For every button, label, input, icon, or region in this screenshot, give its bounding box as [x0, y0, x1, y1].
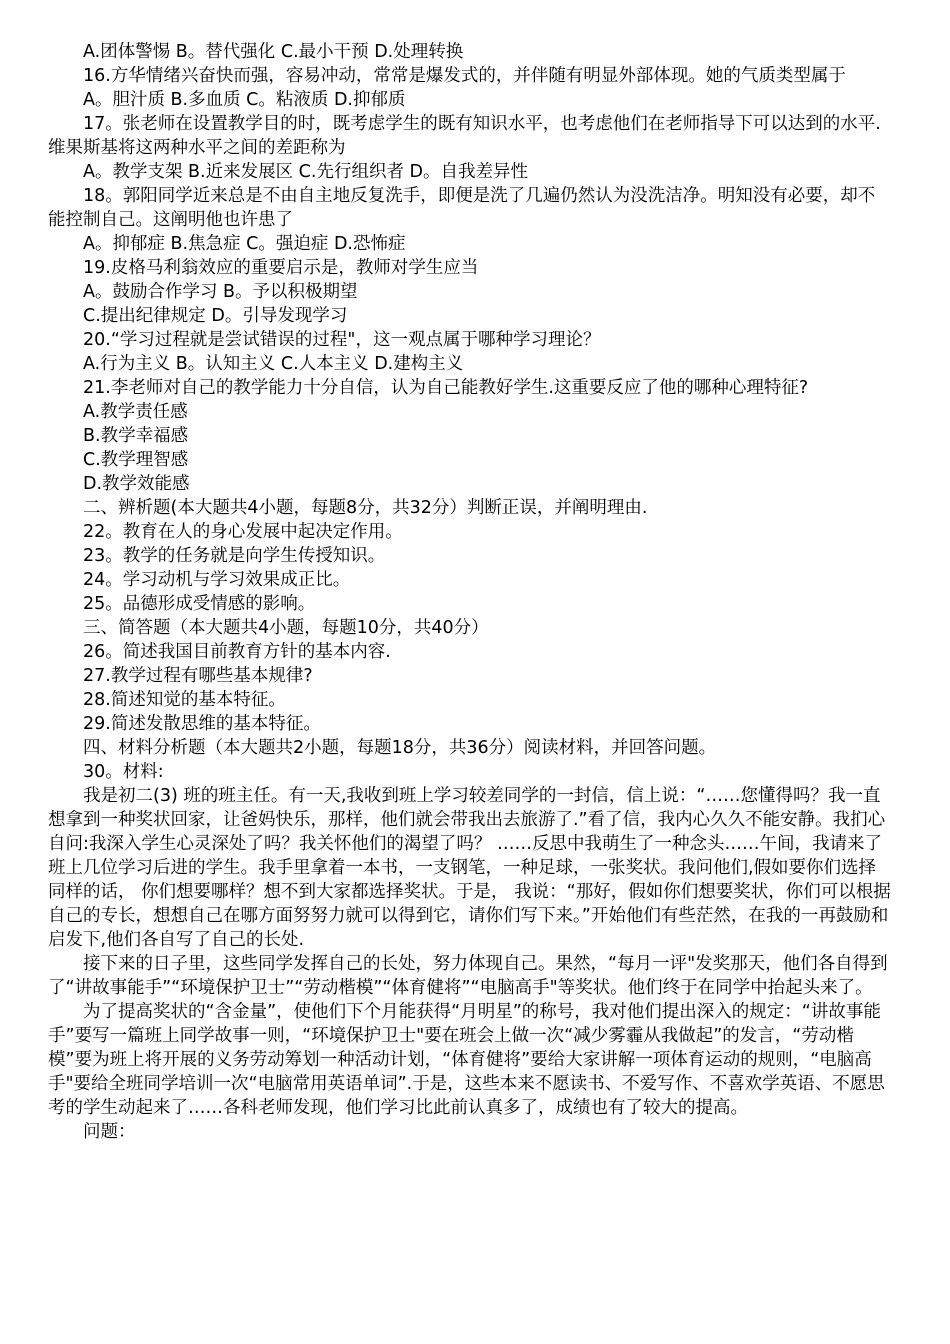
material-paragraph-2: 接下来的日子里，这些同学发挥自己的长处，努力体现自己。果然，“每月一评"发奖那天，他们各自得到了“讲故事能手”“环境保护卫士”“劳动楷模”“体育健将”“电脑高手"等奖状。他们终于在同学中抬起头来了。	[48, 954, 888, 998]
q15-options: A.团体警惕 B。替代强化 C.最小干预 D.处理转换	[83, 42, 464, 62]
q28: 28.简述知觉的基本特征。	[83, 690, 286, 710]
q19-options-cd: C.提出纪律规定 D。引导发现学习	[83, 306, 348, 326]
q29: 29.简述发散思维的基本特征。	[83, 714, 321, 734]
q21-option-b: B.教学幸福感	[83, 426, 189, 446]
q27: 27.教学过程有哪些基本规律?	[83, 666, 313, 686]
q30-label: 30。材料:	[83, 762, 164, 782]
section-4-heading: 四、材料分析题（本大题共2小题，每题18分，共36分）阅读材料，并回答问题。	[83, 738, 717, 758]
question-label: 问题：	[83, 1122, 136, 1142]
q24: 24。学习动机与学习效果成正比。	[83, 570, 351, 590]
q21-stem: 21.李老师对自己的教学能力十分自信，认为自己能教好学生.这重要反应了他的哪种心理特征?	[83, 378, 809, 398]
q25: 25。品德形成受情感的影响。	[83, 594, 316, 614]
q20-options: A.行为主义 B。认知主义 C.人本主义 D.建构主义	[83, 354, 464, 374]
q21-option-a: A.教学责任感	[83, 402, 188, 422]
q17-stem: 17。张老师在设置教学目的时，既考虑学生的既有知识水平，也考虑他们在老师指导下可以达到的水平.维果斯基将这两种水平之间的差距称为	[48, 114, 881, 158]
q20-stem: 20.“学习过程就是尝试错误的过程"，这一观点属于哪种学习理论？	[83, 330, 601, 350]
material-paragraph-1: 我是初二(3) 班的班主任。有一天,我收到班上学习较差同学的一封信，信上说：“……您懂得吗？我一直想拿到一种奖状回家，让爸妈快乐，那样，他们就会带我出去旅游了.”看了信，我内心久久不能安静。我扪心自问:我深入学生心灵深处了吗？我关怀他们的渴望了吗？ ……反思中我萌生了一种念头……午间，我请来了班上几位学习后进的学生。我手里拿着一本书，一支钢笔，一种足球，一张奖状。我问他们,假如要你们选择同样的话， 你们想要哪样？想不到大家都选择奖状。于是， 我说：“那好，假如你们想要奖状，你们可以根据自己的专长，想想自己在哪方面努努力就可以得到它，请你们写下来。”开始他们有些茫然，在我的一再鼓励和启发下,他们各自写了自己的长处.	[48, 786, 891, 950]
q22: 22。教育在人的身心发展中起决定作用。	[83, 522, 403, 542]
q16-options: A。胆汁质 B.多血质 C。粘液质 D.抑郁质	[83, 90, 406, 110]
section-2-heading: 二、辨析题(本大题共4小题，每题8分，共32分）判断正误，并阐明理由.	[83, 498, 648, 518]
q19-options-ab: A。鼓励合作学习 B。予以积极期望	[83, 282, 358, 302]
q23: 23。教学的任务就是向学生传授知识。	[83, 546, 386, 566]
q16-stem: 16.方华情绪兴奋快而强，容易冲动，常常是爆发式的，并伴随有明显外部体现。她的气质类型属于	[83, 66, 846, 86]
q17-options: A。教学支架 B.近来发展区 C.先行组织者 D。自我差异性	[83, 162, 528, 182]
q21-option-d: D.教学效能感	[83, 474, 190, 494]
q19-stem: 19.皮格马利翁效应的重要启示是，教师对学生应当	[83, 258, 479, 278]
section-3-heading: 三、简答题（本大题共4小题，每题10分，共40分）	[83, 618, 489, 638]
q18-stem: 18。郭阳同学近来总是不由自主地反复洗手，即便是洗了几遍仍然认为没洗洁净。明知没有必要，却不能控制自己。这阐明他也许患了	[48, 186, 876, 230]
q26: 26。简述我国目前教育方针的基本内容.	[83, 642, 391, 662]
material-paragraph-3: 为了提高奖状的“含金量”，使他们下个月能获得“月明星”的称号，我对他们提出深入的规定：“讲故事能手”要写一篇班上同学故事一则，“环境保护卫士"要在班会上做一次“减少雾霾从我做起”的发言，“劳动楷模”要为班上将开展的义务劳动筹划一种活动计划，“体育健将”要给大家讲解一项体育运动的规则，“电脑高手"要给全班同学培训一次“电脑常用英语单词”.于是，这些本来不愿读书、不爱写作、不喜欢学英语、不愿思考的学生动起来了……各科老师发现，他们学习比此前认真多了，成绩也有了较大的提高。	[48, 1002, 885, 1118]
q18-options: A。抑郁症 B.焦急症 C。强迫症 D.恐怖症	[83, 234, 406, 254]
q21-option-c: C.教学理智感	[83, 450, 189, 470]
